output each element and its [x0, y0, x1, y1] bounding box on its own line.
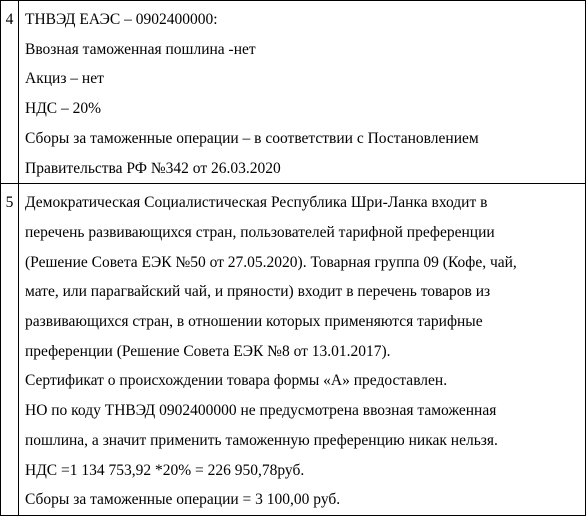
row-content-cell	[19, 1, 586, 184]
text-line: ТНВЭД ЕАЭС – 0902400000:	[25, 11, 218, 28]
text-line: перечень развивающихся стран, пользователей тарифной преференции	[25, 223, 495, 241]
text-line: Ввозная таможенная пошлина -нет	[25, 40, 256, 58]
row-content-cell	[19, 184, 586, 516]
text-line: Сертификат о происхождении товара формы «А» предоставлен.	[25, 372, 448, 390]
text-line: Сборы за таможенные операции – в соответствии с Постановлением	[25, 129, 479, 147]
text-line: НДС – 20%	[25, 100, 102, 118]
text-line: Сборы за таможенные операции = 3 100,00 руб.	[25, 491, 341, 509]
row-number-cell	[1, 1, 19, 184]
text-line: преференции (Решение Совета ЕЭК №8 от 13.01.2017).	[25, 342, 391, 360]
text-line: (Решение Совета ЕЭК №50 от 27.05.2020). Товарная группа 09 (Кофе, чай,	[25, 253, 517, 271]
row-number: 4	[5, 11, 14, 28]
row-number-cell	[1, 184, 19, 516]
text-line: мате, или парагвайский чай, и пряности) входит в перечень товаров из	[25, 283, 491, 301]
table-row	[1, 184, 586, 516]
text-line: НДС =1 134 753,92 *20% = 226 950,78руб.	[25, 461, 305, 479]
row-number: 5	[5, 194, 14, 212]
text-line: НО по коду ТНВЭД 0902400000 не предусмотрена ввозная таможенная	[25, 402, 497, 420]
text-line: пошлина, а значит применить таможенную преференцию никак нельзя.	[25, 431, 498, 449]
table-row	[1, 1, 586, 184]
text-line: Демократическая Социалистическая Республика Шри-Ланка входит в	[25, 194, 488, 212]
text-line: Акциз – нет	[25, 70, 104, 88]
text-line: развивающихся стран, в отношении которых применяются тарифные	[25, 313, 483, 331]
text-line: Правительства РФ №342 от 26.03.2020	[25, 159, 281, 177]
